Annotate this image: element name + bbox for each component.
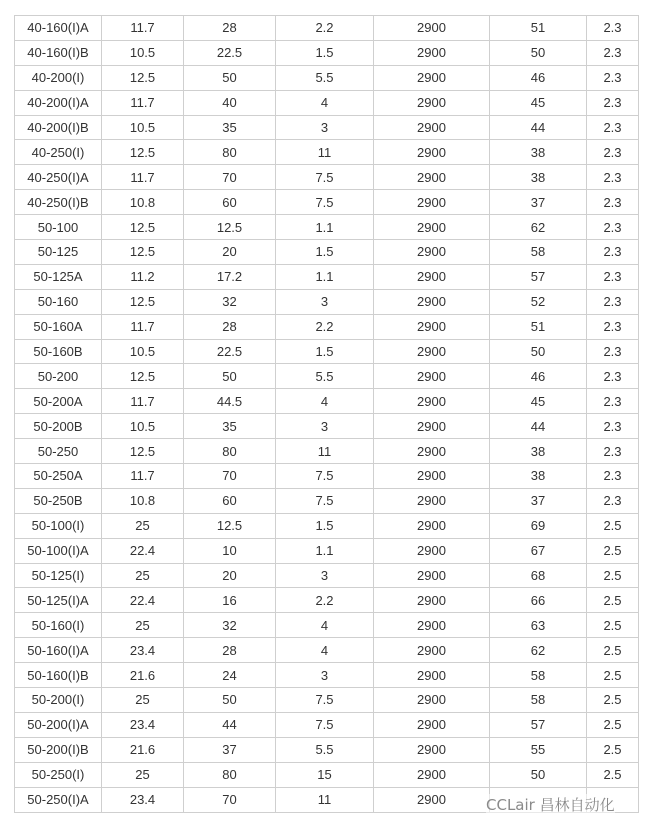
flow-cell: 10.8 xyxy=(102,488,184,513)
table-row xyxy=(15,16,639,41)
flow-cell: 12.5 xyxy=(102,240,184,265)
speed-cell: 2900 xyxy=(374,314,490,339)
head-cell: 50 xyxy=(184,364,276,389)
table-row xyxy=(15,588,639,613)
head-cell: 80 xyxy=(184,762,276,787)
efficiency-cell: 50 xyxy=(490,40,587,65)
power-cell: 11 xyxy=(276,787,374,812)
npsh-cell: 2.3 xyxy=(587,190,639,215)
power-cell: 3 xyxy=(276,414,374,439)
npsh-cell: 2.3 xyxy=(587,40,639,65)
flow-cell: 12.5 xyxy=(102,364,184,389)
table-row xyxy=(15,737,639,762)
table-row xyxy=(15,762,639,787)
speed-cell: 2900 xyxy=(374,289,490,314)
model-cell: 50-200(I)A xyxy=(15,712,102,737)
npsh-cell: 2.3 xyxy=(587,140,639,165)
flow-cell: 11.7 xyxy=(102,16,184,41)
head-cell: 60 xyxy=(184,190,276,215)
model-cell: 40-250(I) xyxy=(15,140,102,165)
head-cell: 50 xyxy=(184,65,276,90)
power-cell: 7.5 xyxy=(276,712,374,737)
efficiency-cell: 62 xyxy=(490,215,587,240)
efficiency-cell: 46 xyxy=(490,364,587,389)
table-row xyxy=(15,513,639,538)
npsh-cell: 2.5 xyxy=(587,613,639,638)
npsh-cell: 2.3 xyxy=(587,215,639,240)
model-cell: 50-250B xyxy=(15,488,102,513)
speed-cell: 2900 xyxy=(374,40,490,65)
model-cell: 50-160 xyxy=(15,289,102,314)
flow-cell: 23.4 xyxy=(102,712,184,737)
power-cell: 5.5 xyxy=(276,364,374,389)
flow-cell: 11.7 xyxy=(102,90,184,115)
head-cell: 17.2 xyxy=(184,264,276,289)
model-cell: 40-250(I)A xyxy=(15,165,102,190)
speed-cell: 2900 xyxy=(374,513,490,538)
table-row xyxy=(15,488,639,513)
head-cell: 80 xyxy=(184,140,276,165)
flow-cell: 23.4 xyxy=(102,787,184,812)
model-cell: 50-250 xyxy=(15,439,102,464)
table-row xyxy=(15,115,639,140)
table-row xyxy=(15,389,639,414)
flow-cell: 25 xyxy=(102,613,184,638)
table-row xyxy=(15,538,639,563)
table-row xyxy=(15,638,639,663)
model-cell: 50-125 xyxy=(15,240,102,265)
model-cell: 50-125A xyxy=(15,264,102,289)
table-row xyxy=(15,165,639,190)
head-cell: 50 xyxy=(184,688,276,713)
table-row xyxy=(15,65,639,90)
npsh-cell: 2.5 xyxy=(587,563,639,588)
model-cell: 40-200(I)A xyxy=(15,90,102,115)
model-cell: 50-160A xyxy=(15,314,102,339)
model-cell: 40-200(I)B xyxy=(15,115,102,140)
table-row xyxy=(15,289,639,314)
head-cell: 16 xyxy=(184,588,276,613)
table-row xyxy=(15,264,639,289)
npsh-cell: 2.3 xyxy=(587,16,639,41)
head-cell: 32 xyxy=(184,613,276,638)
flow-cell: 10.5 xyxy=(102,40,184,65)
table-row xyxy=(15,439,639,464)
flow-cell: 11.7 xyxy=(102,389,184,414)
npsh-cell: 2.5 xyxy=(587,538,639,563)
model-cell: 50-250A xyxy=(15,464,102,489)
power-cell: 7.5 xyxy=(276,488,374,513)
npsh-cell: 2.3 xyxy=(587,264,639,289)
head-cell: 28 xyxy=(184,638,276,663)
npsh-cell: 2.5 xyxy=(587,588,639,613)
efficiency-cell: 62 xyxy=(490,638,587,663)
table-row xyxy=(15,464,639,489)
model-cell: 50-200(I) xyxy=(15,688,102,713)
flow-cell: 23.4 xyxy=(102,638,184,663)
power-cell: 2.2 xyxy=(276,314,374,339)
flow-cell: 25 xyxy=(102,762,184,787)
efficiency-cell: 66 xyxy=(490,588,587,613)
flow-cell: 11.2 xyxy=(102,264,184,289)
power-cell: 1.5 xyxy=(276,513,374,538)
head-cell: 20 xyxy=(184,240,276,265)
efficiency-cell: 37 xyxy=(490,488,587,513)
power-cell: 5.5 xyxy=(276,65,374,90)
table-row xyxy=(15,240,639,265)
flow-cell: 11.7 xyxy=(102,464,184,489)
flow-cell: 10.5 xyxy=(102,339,184,364)
model-cell: 40-250(I)B xyxy=(15,190,102,215)
flow-cell: 22.4 xyxy=(102,588,184,613)
flow-cell: 10.5 xyxy=(102,115,184,140)
efficiency-cell: 57 xyxy=(490,712,587,737)
table-row xyxy=(15,215,639,240)
head-cell: 40 xyxy=(184,90,276,115)
flow-cell: 12.5 xyxy=(102,215,184,240)
npsh-cell: 2.3 xyxy=(587,314,639,339)
npsh-cell: 2.3 xyxy=(587,389,639,414)
efficiency-cell: 52 xyxy=(490,289,587,314)
head-cell: 28 xyxy=(184,16,276,41)
power-cell: 1.1 xyxy=(276,264,374,289)
power-cell: 7.5 xyxy=(276,165,374,190)
flow-cell: 12.5 xyxy=(102,289,184,314)
head-cell: 37 xyxy=(184,737,276,762)
efficiency-cell: 45 xyxy=(490,90,587,115)
efficiency-cell: 38 xyxy=(490,464,587,489)
efficiency-cell: 68 xyxy=(490,563,587,588)
npsh-cell: 2.5 xyxy=(587,762,639,787)
model-cell: 50-100 xyxy=(15,215,102,240)
head-cell: 28 xyxy=(184,314,276,339)
model-cell: 50-160B xyxy=(15,339,102,364)
npsh-cell: 2.3 xyxy=(587,115,639,140)
table-row xyxy=(15,663,639,688)
power-cell: 11 xyxy=(276,140,374,165)
power-cell: 1.1 xyxy=(276,538,374,563)
flow-cell: 12.5 xyxy=(102,140,184,165)
flow-cell: 10.8 xyxy=(102,190,184,215)
power-cell: 2.2 xyxy=(276,588,374,613)
speed-cell: 2900 xyxy=(374,588,490,613)
power-cell: 1.5 xyxy=(276,339,374,364)
power-cell: 3 xyxy=(276,289,374,314)
npsh-cell: 2.3 xyxy=(587,439,639,464)
speed-cell: 2900 xyxy=(374,538,490,563)
flow-cell: 11.7 xyxy=(102,314,184,339)
model-cell: 50-200B xyxy=(15,414,102,439)
flow-cell: 21.6 xyxy=(102,663,184,688)
efficiency-cell: 63 xyxy=(490,613,587,638)
efficiency-cell: 46 xyxy=(490,65,587,90)
npsh-cell: 2.5 xyxy=(587,737,639,762)
speed-cell: 2900 xyxy=(374,663,490,688)
table-row xyxy=(15,414,639,439)
speed-cell: 2900 xyxy=(374,787,490,812)
power-cell: 4 xyxy=(276,90,374,115)
npsh-cell: 2.3 xyxy=(587,65,639,90)
npsh-cell: 2.3 xyxy=(587,289,639,314)
efficiency-cell: 67 xyxy=(490,538,587,563)
flow-cell: 11.7 xyxy=(102,165,184,190)
power-cell: 7.5 xyxy=(276,190,374,215)
table-row xyxy=(15,688,639,713)
efficiency-cell: 44 xyxy=(490,115,587,140)
head-cell: 10 xyxy=(184,538,276,563)
npsh-cell: 2.5 xyxy=(587,638,639,663)
pump-spec-table-container xyxy=(14,15,638,813)
watermark: CCLair 昌林自动化 xyxy=(486,796,615,814)
head-cell: 70 xyxy=(184,464,276,489)
efficiency-cell: 58 xyxy=(490,688,587,713)
head-cell: 22.5 xyxy=(184,40,276,65)
speed-cell: 2900 xyxy=(374,439,490,464)
power-cell: 15 xyxy=(276,762,374,787)
speed-cell: 2900 xyxy=(374,688,490,713)
flow-cell: 12.5 xyxy=(102,65,184,90)
head-cell: 22.5 xyxy=(184,339,276,364)
npsh-cell: 2.5 xyxy=(587,712,639,737)
efficiency-cell: 38 xyxy=(490,140,587,165)
flow-cell: 25 xyxy=(102,688,184,713)
head-cell: 80 xyxy=(184,439,276,464)
head-cell: 20 xyxy=(184,563,276,588)
npsh-cell: 2.5 xyxy=(587,513,639,538)
speed-cell: 2900 xyxy=(374,464,490,489)
power-cell: 3 xyxy=(276,115,374,140)
efficiency-cell: 50 xyxy=(490,762,587,787)
power-cell: 7.5 xyxy=(276,688,374,713)
flow-cell: 25 xyxy=(102,563,184,588)
flow-cell: 22.4 xyxy=(102,538,184,563)
speed-cell: 2900 xyxy=(374,762,490,787)
table-row xyxy=(15,314,639,339)
speed-cell: 2900 xyxy=(374,65,490,90)
power-cell: 1.1 xyxy=(276,215,374,240)
efficiency-cell: 45 xyxy=(490,389,587,414)
model-cell: 50-250(I)A xyxy=(15,787,102,812)
model-cell: 50-100(I) xyxy=(15,513,102,538)
efficiency-cell: 51 xyxy=(490,314,587,339)
efficiency-cell: 58 xyxy=(490,663,587,688)
table-row xyxy=(15,613,639,638)
efficiency-cell: 55 xyxy=(490,737,587,762)
power-cell: 3 xyxy=(276,563,374,588)
model-cell: 50-160(I)A xyxy=(15,638,102,663)
head-cell: 60 xyxy=(184,488,276,513)
efficiency-cell: 69 xyxy=(490,513,587,538)
model-cell: 50-200A xyxy=(15,389,102,414)
speed-cell: 2900 xyxy=(374,16,490,41)
speed-cell: 2900 xyxy=(374,140,490,165)
npsh-cell: 2.3 xyxy=(587,165,639,190)
head-cell: 32 xyxy=(184,289,276,314)
efficiency-cell: 37 xyxy=(490,190,587,215)
efficiency-cell: 50 xyxy=(490,339,587,364)
npsh-cell: 2.3 xyxy=(587,240,639,265)
speed-cell: 2900 xyxy=(374,488,490,513)
head-cell: 24 xyxy=(184,663,276,688)
efficiency-cell: 57 xyxy=(490,264,587,289)
speed-cell: 2900 xyxy=(374,712,490,737)
power-cell: 4 xyxy=(276,613,374,638)
model-cell: 50-160(I) xyxy=(15,613,102,638)
model-cell: 50-160(I)B xyxy=(15,663,102,688)
table-row xyxy=(15,339,639,364)
model-cell: 50-250(I) xyxy=(15,762,102,787)
efficiency-cell: 44 xyxy=(490,414,587,439)
speed-cell: 2900 xyxy=(374,364,490,389)
model-cell: 50-125(I) xyxy=(15,563,102,588)
pump-spec-table xyxy=(14,15,639,813)
efficiency-cell: 38 xyxy=(490,439,587,464)
power-cell: 1.5 xyxy=(276,240,374,265)
speed-cell: 2900 xyxy=(374,240,490,265)
efficiency-cell: 51 xyxy=(490,16,587,41)
npsh-cell: 2.3 xyxy=(587,339,639,364)
model-cell: 40-160(I)A xyxy=(15,16,102,41)
table-row xyxy=(15,40,639,65)
model-cell: 50-200(I)B xyxy=(15,737,102,762)
speed-cell: 2900 xyxy=(374,613,490,638)
model-cell: 40-160(I)B xyxy=(15,40,102,65)
head-cell: 12.5 xyxy=(184,215,276,240)
table-row xyxy=(15,190,639,215)
table-row xyxy=(15,563,639,588)
npsh-cell: 2.3 xyxy=(587,90,639,115)
head-cell: 44.5 xyxy=(184,389,276,414)
power-cell: 4 xyxy=(276,638,374,663)
flow-cell: 25 xyxy=(102,513,184,538)
npsh-cell: 2.3 xyxy=(587,488,639,513)
speed-cell: 2900 xyxy=(374,90,490,115)
head-cell: 44 xyxy=(184,712,276,737)
flow-cell: 10.5 xyxy=(102,414,184,439)
power-cell: 1.5 xyxy=(276,40,374,65)
model-cell: 50-125(I)A xyxy=(15,588,102,613)
table-row xyxy=(15,140,639,165)
head-cell: 70 xyxy=(184,787,276,812)
speed-cell: 2900 xyxy=(374,414,490,439)
flow-cell: 21.6 xyxy=(102,737,184,762)
table-row xyxy=(15,712,639,737)
speed-cell: 2900 xyxy=(374,215,490,240)
speed-cell: 2900 xyxy=(374,264,490,289)
efficiency-cell: 38 xyxy=(490,165,587,190)
npsh-cell: 2.5 xyxy=(587,688,639,713)
model-cell: 50-100(I)A xyxy=(15,538,102,563)
power-cell: 2.2 xyxy=(276,16,374,41)
npsh-cell: 2.3 xyxy=(587,414,639,439)
npsh-cell: 2.3 xyxy=(587,464,639,489)
head-cell: 35 xyxy=(184,414,276,439)
table-row xyxy=(15,90,639,115)
npsh-cell: 2.3 xyxy=(587,364,639,389)
table-row xyxy=(15,364,639,389)
speed-cell: 2900 xyxy=(374,339,490,364)
model-cell: 40-200(I) xyxy=(15,65,102,90)
speed-cell: 2900 xyxy=(374,115,490,140)
efficiency-cell: 58 xyxy=(490,240,587,265)
flow-cell: 12.5 xyxy=(102,439,184,464)
speed-cell: 2900 xyxy=(374,563,490,588)
speed-cell: 2900 xyxy=(374,638,490,663)
head-cell: 12.5 xyxy=(184,513,276,538)
head-cell: 35 xyxy=(184,115,276,140)
npsh-cell: 2.5 xyxy=(587,663,639,688)
table-body xyxy=(15,16,639,813)
speed-cell: 2900 xyxy=(374,190,490,215)
power-cell: 4 xyxy=(276,389,374,414)
power-cell: 11 xyxy=(276,439,374,464)
speed-cell: 2900 xyxy=(374,389,490,414)
model-cell: 50-200 xyxy=(15,364,102,389)
power-cell: 3 xyxy=(276,663,374,688)
head-cell: 70 xyxy=(184,165,276,190)
power-cell: 5.5 xyxy=(276,737,374,762)
speed-cell: 2900 xyxy=(374,737,490,762)
speed-cell: 2900 xyxy=(374,165,490,190)
power-cell: 7.5 xyxy=(276,464,374,489)
